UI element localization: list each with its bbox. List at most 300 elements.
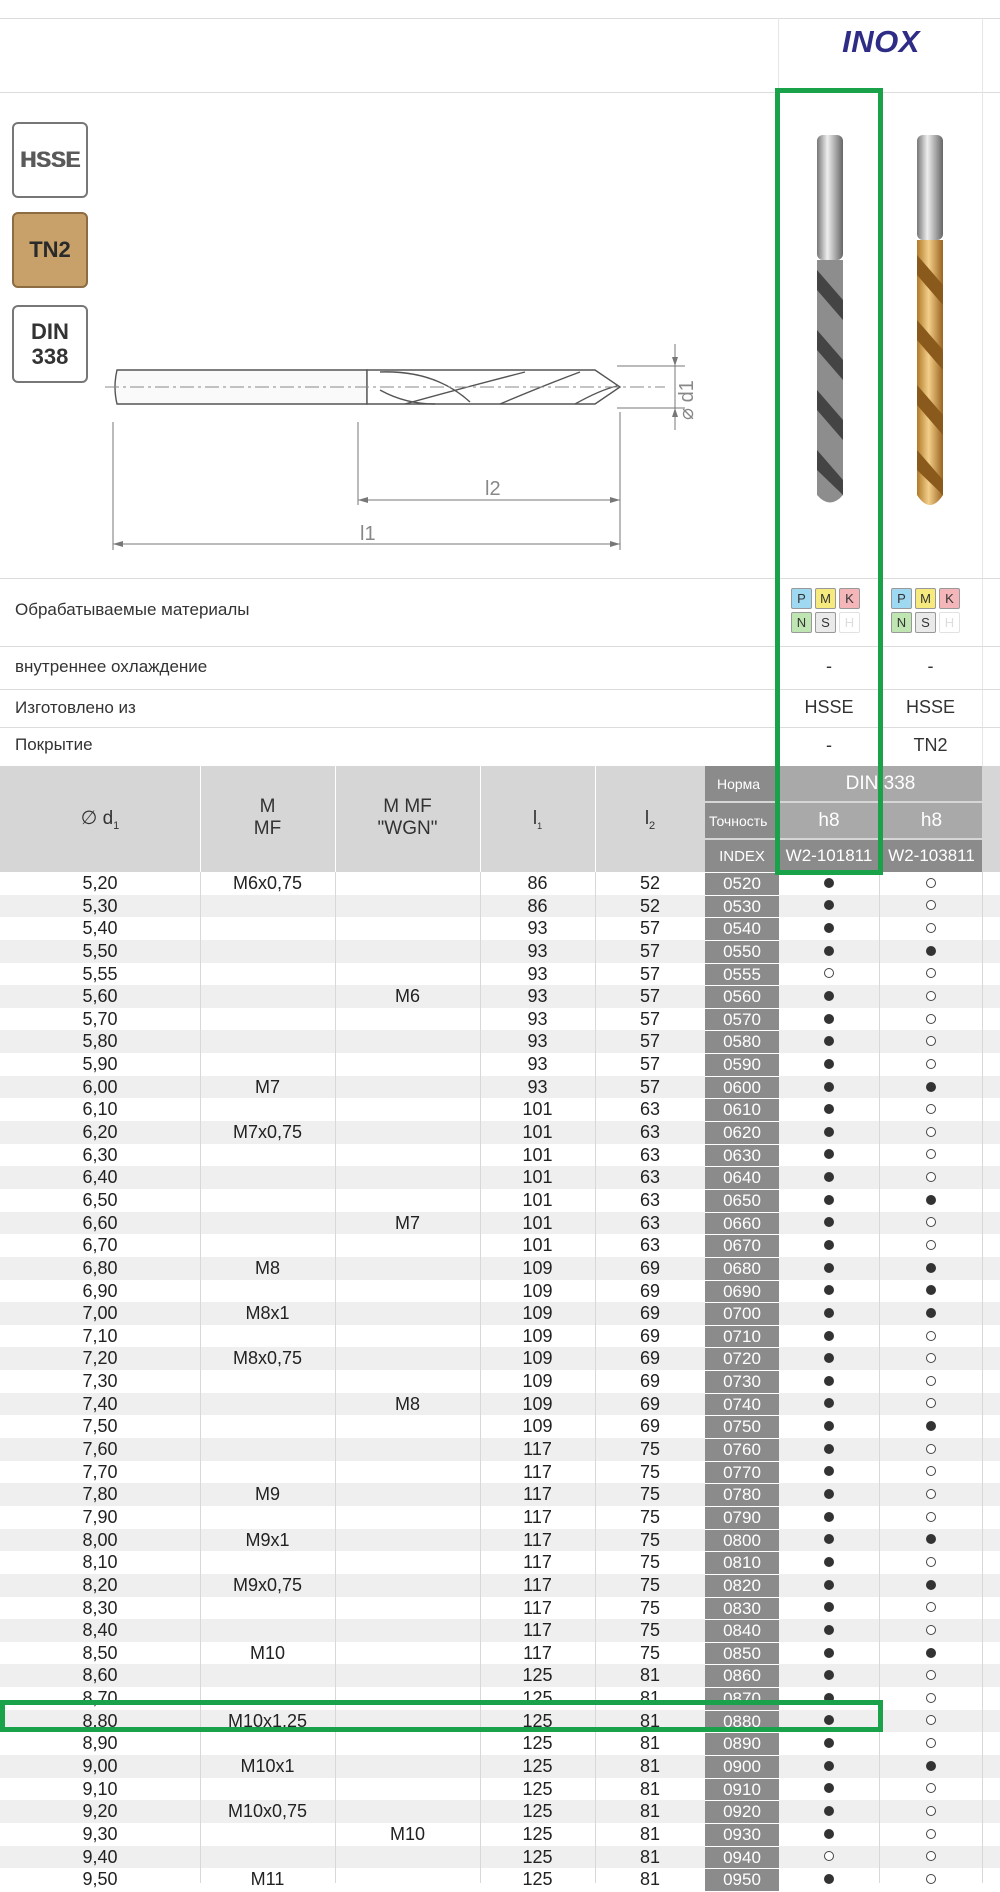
- table-row: [0, 1687, 1000, 1710]
- l2-cell: 57: [639, 1054, 661, 1075]
- diameter-cell: 7,70: [82, 1461, 118, 1482]
- on-order-circle-icon: [926, 923, 936, 933]
- thread-m-cell: [200, 1234, 335, 1257]
- index-cell: 0530: [705, 895, 779, 918]
- table-row: [0, 917, 1000, 940]
- in-stock-dot-icon: [824, 1829, 834, 1839]
- drill-drawing: [105, 330, 705, 560]
- precision-b: h8: [881, 803, 982, 838]
- availability-b: [879, 1619, 982, 1642]
- in-stock-dot-icon: [824, 1512, 834, 1522]
- l1-cell: 125: [522, 1688, 553, 1709]
- in-stock-dot-icon: [824, 1534, 834, 1544]
- index-cell: 0930: [705, 1823, 779, 1846]
- in-stock-dot-icon: [824, 1149, 834, 1159]
- table-row: [0, 1438, 1000, 1461]
- availability-a: [779, 1325, 879, 1348]
- diameter-cell: 5,70: [82, 1008, 118, 1029]
- thread-m-cell: M10x1: [240, 1755, 295, 1776]
- l1-cell: 125: [522, 1846, 553, 1867]
- row-divider: [0, 727, 1000, 728]
- table-row: [0, 1121, 1000, 1144]
- on-order-circle-icon: [926, 1376, 936, 1386]
- norm-value: DIN 338: [779, 766, 982, 801]
- table-row: [0, 872, 1000, 895]
- coating-value-a: -: [826, 735, 832, 755]
- index-cell: 0850: [705, 1642, 779, 1665]
- table-row: [0, 1030, 1000, 1053]
- l2-cell: 81: [639, 1665, 661, 1686]
- on-order-circle-icon: [926, 1738, 936, 1748]
- thread-m-cell: M9x0,75: [232, 1574, 303, 1595]
- diameter-cell: 5,50: [82, 940, 118, 961]
- in-stock-dot-icon: [824, 1059, 834, 1069]
- thread-wgn-cell: [335, 1664, 480, 1687]
- availability-b: [879, 1868, 982, 1891]
- in-stock-dot-icon: [824, 900, 834, 910]
- availability-b: [879, 1212, 982, 1235]
- availability-b: [879, 1189, 982, 1212]
- thread-m-cell: [200, 1393, 335, 1416]
- index-cell: 0620: [705, 1121, 779, 1144]
- availability-a: [779, 1461, 879, 1484]
- in-stock-dot-icon: [926, 946, 936, 956]
- diameter-cell: 7,30: [82, 1371, 118, 1392]
- availability-a: [779, 1687, 879, 1710]
- l1-cell: 117: [523, 1439, 552, 1460]
- table-row: [0, 1189, 1000, 1212]
- in-stock-dot-icon: [824, 1693, 834, 1703]
- l1-cell: 125: [522, 1823, 553, 1844]
- l2-cell: 81: [639, 1688, 661, 1709]
- thread-m-cell: [200, 917, 335, 940]
- material-k: K: [839, 588, 860, 609]
- index-cell: 0940: [705, 1846, 779, 1869]
- availability-b: [879, 1800, 982, 1823]
- precision-a: h8: [779, 803, 879, 838]
- material-h: H: [939, 612, 960, 633]
- table-row: [0, 1846, 1000, 1869]
- availability-b: [879, 963, 982, 986]
- l1-cell: 125: [522, 1665, 553, 1686]
- on-order-circle-icon: [926, 1602, 936, 1612]
- availability-b: [879, 1664, 982, 1687]
- thread-wgn-cell: [335, 1710, 480, 1733]
- table-row: [0, 1347, 1000, 1370]
- l1-cell: 93: [527, 1076, 548, 1097]
- index-cell: 0880: [705, 1710, 779, 1733]
- l2-cell: 69: [639, 1280, 661, 1301]
- availability-a: [779, 1098, 879, 1121]
- table-row: [0, 963, 1000, 986]
- index-cell: 0640: [705, 1166, 779, 1189]
- diameter-cell: 8,10: [82, 1552, 118, 1573]
- thread-m-cell: [200, 985, 335, 1008]
- table-row: [0, 1144, 1000, 1167]
- on-order-circle-icon: [926, 1444, 936, 1454]
- thread-wgn-cell: [335, 1302, 480, 1325]
- availability-b: [879, 1642, 982, 1665]
- l1-cell: 117: [523, 1529, 552, 1550]
- table-row: [0, 1551, 1000, 1574]
- table-row: [0, 940, 1000, 963]
- l1-cell: 101: [522, 1189, 553, 1210]
- l2-label: l2: [485, 478, 501, 500]
- in-stock-dot-icon: [824, 1263, 834, 1273]
- l2-cell: 63: [639, 1099, 661, 1120]
- thread-wgn-cell: [335, 1347, 480, 1370]
- thread-m-cell: [200, 1030, 335, 1053]
- l1-cell: 93: [527, 986, 548, 1007]
- l2-cell: 57: [639, 1076, 661, 1097]
- thread-wgn-cell: [335, 1121, 480, 1144]
- l2-cell: 81: [639, 1823, 661, 1844]
- diameter-cell: 6,10: [82, 1099, 118, 1120]
- availability-a: [779, 1030, 879, 1053]
- in-stock-dot-icon: [926, 1263, 936, 1273]
- l1-cell: 125: [522, 1733, 553, 1754]
- on-order-circle-icon: [926, 1353, 936, 1363]
- availability-a: [779, 1393, 879, 1416]
- l2-cell: 69: [639, 1325, 661, 1346]
- diameter-cell: 8,20: [82, 1574, 118, 1595]
- on-order-circle-icon: [926, 968, 936, 978]
- norm-label: Норма: [705, 766, 779, 801]
- index-cell: 0710: [705, 1325, 779, 1348]
- l1-cell: 117: [523, 1597, 552, 1618]
- thread-m-cell: [200, 1778, 335, 1801]
- availability-a: [779, 1166, 879, 1189]
- in-stock-dot-icon: [824, 1783, 834, 1793]
- table-row: [0, 1778, 1000, 1801]
- l2-cell: 63: [639, 1189, 661, 1210]
- table-body: [0, 872, 1000, 1891]
- table-row: [0, 1302, 1000, 1325]
- in-stock-dot-icon: [824, 1172, 834, 1182]
- l2-cell: 81: [639, 1710, 661, 1731]
- l2-cell: 57: [639, 986, 661, 1007]
- index-cell: 0800: [705, 1529, 779, 1552]
- header-l2: $l_2$: [644, 808, 656, 832]
- index-label: INDEX: [705, 840, 779, 872]
- on-order-circle-icon: [926, 1693, 936, 1703]
- row-divider: [0, 646, 1000, 647]
- on-order-circle-icon: [926, 1059, 936, 1069]
- thread-wgn-cell: [335, 1008, 480, 1031]
- diameter-cell: 7,80: [82, 1484, 118, 1505]
- availability-a: [779, 1302, 879, 1325]
- availability-b: [879, 985, 982, 1008]
- l1-cell: 101: [522, 1099, 553, 1120]
- index-cell: 0790: [705, 1506, 779, 1529]
- table-row: [0, 1166, 1000, 1189]
- index-cell: 0590: [705, 1053, 779, 1076]
- index-cell: 0920: [705, 1800, 779, 1823]
- availability-a: [779, 1415, 879, 1438]
- table-row: [0, 1212, 1000, 1235]
- diameter-cell: 8,50: [82, 1642, 118, 1663]
- diameter-cell: 9,00: [82, 1755, 118, 1776]
- availability-a: [779, 1144, 879, 1167]
- thread-m-cell: [200, 1438, 335, 1461]
- diameter-cell: 5,60: [82, 986, 118, 1007]
- thread-wgn-cell: [335, 940, 480, 963]
- thread-m-cell: [200, 1166, 335, 1189]
- header-m: M MF: [253, 796, 282, 839]
- in-stock-dot-icon: [926, 1308, 936, 1318]
- in-stock-dot-icon: [824, 1602, 834, 1612]
- l1-cell: 93: [527, 1008, 548, 1029]
- thread-m-cell: [200, 1846, 335, 1869]
- index-cell: 0555: [705, 963, 779, 986]
- availability-b: [879, 895, 982, 918]
- in-stock-dot-icon: [926, 1580, 936, 1590]
- table-row: [0, 1800, 1000, 1823]
- availability-b: [879, 1551, 982, 1574]
- top-divider: [0, 18, 1000, 19]
- l2-cell: 81: [639, 1846, 661, 1867]
- material-m: M: [915, 588, 936, 609]
- availability-a: [779, 1370, 879, 1393]
- l1-cell: 86: [527, 895, 548, 916]
- l2-cell: 75: [639, 1461, 661, 1482]
- l2-cell: 57: [639, 918, 661, 939]
- diameter-cell: 6,20: [82, 1122, 118, 1143]
- l2-cell: 57: [639, 1031, 661, 1052]
- table-row: [0, 1053, 1000, 1076]
- thread-wgn-cell: [335, 1732, 480, 1755]
- thread-wgn-cell: [335, 1778, 480, 1801]
- diameter-cell: 8,60: [82, 1665, 118, 1686]
- thread-m-cell: [200, 1280, 335, 1303]
- diameter-cell: 8,90: [82, 1733, 118, 1754]
- material-grid-b: [891, 588, 960, 633]
- thread-m-cell: M9: [254, 1484, 280, 1505]
- on-order-circle-icon: [824, 968, 834, 978]
- thread-m-cell: [200, 1370, 335, 1393]
- table-row: [0, 1257, 1000, 1280]
- availability-b: [879, 1030, 982, 1053]
- availability-b: [879, 1846, 982, 1869]
- l1-cell: 109: [522, 1348, 553, 1369]
- table-row: [0, 1370, 1000, 1393]
- in-stock-dot-icon: [824, 1036, 834, 1046]
- thread-m-cell: [200, 1551, 335, 1574]
- availability-a: [779, 985, 879, 1008]
- l1-cell: 125: [522, 1801, 553, 1822]
- availability-b: [879, 1574, 982, 1597]
- in-stock-dot-icon: [824, 1761, 834, 1771]
- thread-m-cell: [200, 940, 335, 963]
- diameter-cell: 6,60: [82, 1212, 118, 1233]
- thread-m-cell: [200, 1189, 335, 1212]
- diameter-cell: 5,20: [82, 873, 118, 893]
- coating-label: Покрытие: [15, 735, 93, 754]
- availability-b: [879, 1687, 982, 1710]
- cooling-value-b: -: [927, 656, 934, 676]
- availability-a: [779, 1076, 879, 1099]
- on-order-circle-icon: [926, 1715, 936, 1725]
- on-order-circle-icon: [926, 1036, 936, 1046]
- thread-wgn-cell: [335, 1438, 480, 1461]
- index-cell: 0580: [705, 1030, 779, 1053]
- thread-m-cell: [200, 1212, 335, 1235]
- l2-cell: 69: [639, 1348, 661, 1369]
- thread-m-cell: M10x0,75: [227, 1801, 308, 1822]
- drill-image-tn2: [900, 130, 960, 520]
- index-cell: 0770: [705, 1461, 779, 1484]
- availability-b: [879, 1144, 982, 1167]
- table-row: [0, 1393, 1000, 1416]
- table-row: [0, 1868, 1000, 1891]
- on-order-circle-icon: [926, 1851, 936, 1861]
- material-s: S: [815, 612, 836, 633]
- availability-a: [779, 1529, 879, 1552]
- l1-cell: 109: [522, 1303, 553, 1324]
- column-divider: [982, 18, 983, 766]
- availability-a: [779, 963, 879, 986]
- index-cell: 0900: [705, 1755, 779, 1778]
- index-cell: 0890: [705, 1732, 779, 1755]
- table-row: [0, 1098, 1000, 1121]
- availability-b: [879, 917, 982, 940]
- in-stock-dot-icon: [824, 1398, 834, 1408]
- in-stock-dot-icon: [824, 1670, 834, 1680]
- l2-cell: 75: [639, 1552, 661, 1573]
- index-cell: 0910: [705, 1778, 779, 1801]
- l1-cell: 109: [522, 1325, 553, 1346]
- availability-a: [779, 917, 879, 940]
- in-stock-dot-icon: [824, 1715, 834, 1725]
- index-cell: 0950: [705, 1868, 779, 1891]
- table-row: [0, 1008, 1000, 1031]
- l1-cell: 109: [522, 1257, 553, 1278]
- availability-b: [879, 1325, 982, 1348]
- index-cell: 0610: [705, 1098, 779, 1121]
- index-cell: 0730: [705, 1370, 779, 1393]
- thread-wgn-cell: [335, 963, 480, 986]
- availability-a: [779, 1846, 879, 1869]
- in-stock-dot-icon: [926, 1421, 936, 1431]
- table-row: [0, 1461, 1000, 1484]
- thread-wgn-cell: [335, 1030, 480, 1053]
- availability-a: [779, 895, 879, 918]
- l1-label: l1: [360, 523, 376, 545]
- availability-b: [879, 1415, 982, 1438]
- index-a: W2-101811: [779, 840, 879, 872]
- thread-m-cell: M8: [254, 1257, 280, 1278]
- thread-m-cell: [200, 1461, 335, 1484]
- in-stock-dot-icon: [824, 1308, 834, 1318]
- l1-cell: 117: [523, 1461, 552, 1482]
- diameter-cell: 8,40: [82, 1620, 118, 1641]
- index-cell: 0760: [705, 1438, 779, 1461]
- material-p: P: [891, 588, 912, 609]
- thread-m-cell: [200, 1664, 335, 1687]
- diameter-cell: 5,40: [82, 918, 118, 939]
- thread-wgn-cell: [335, 1461, 480, 1484]
- in-stock-dot-icon: [824, 1014, 834, 1024]
- table-row: [0, 1325, 1000, 1348]
- table-row: [0, 1234, 1000, 1257]
- on-order-circle-icon: [926, 1172, 936, 1182]
- d1-label: ⌀ d1: [676, 380, 698, 420]
- thread-wgn-cell: [335, 1506, 480, 1529]
- in-stock-dot-icon: [824, 991, 834, 1001]
- in-stock-dot-icon: [824, 1082, 834, 1092]
- thread-m-cell: [200, 1597, 335, 1620]
- coating-badge: TN2: [12, 212, 88, 288]
- in-stock-dot-icon: [824, 1557, 834, 1567]
- thread-wgn-cell: M7: [394, 1212, 420, 1233]
- on-order-circle-icon: [926, 991, 936, 1001]
- availability-a: [779, 1619, 879, 1642]
- table-row: [0, 1642, 1000, 1665]
- thread-m-cell: [200, 1053, 335, 1076]
- table-row: [0, 1664, 1000, 1687]
- on-order-circle-icon: [926, 1489, 936, 1499]
- l1-cell: 101: [522, 1212, 553, 1233]
- index-cell: 0600: [705, 1076, 779, 1099]
- diameter-cell: 6,40: [82, 1167, 118, 1188]
- thread-wgn-cell: [335, 1166, 480, 1189]
- diameter-cell: 5,90: [82, 1054, 118, 1075]
- material-n: N: [891, 612, 912, 633]
- index-cell: 0780: [705, 1483, 779, 1506]
- l1-cell: 101: [522, 1122, 553, 1143]
- table-row: [0, 1506, 1000, 1529]
- material-k: K: [939, 588, 960, 609]
- thread-wgn-cell: [335, 1529, 480, 1552]
- diameter-cell: 9,50: [82, 1869, 118, 1890]
- l2-cell: 57: [639, 1008, 661, 1029]
- diameter-cell: 6,50: [82, 1189, 118, 1210]
- standard-line2: 338: [31, 344, 69, 369]
- availability-b: [879, 1008, 982, 1031]
- thread-wgn-cell: [335, 1415, 480, 1438]
- table-row: [0, 1529, 1000, 1552]
- availability-b: [879, 1597, 982, 1620]
- availability-b: [879, 1280, 982, 1303]
- on-order-circle-icon: [926, 1783, 936, 1793]
- availability-a: [779, 1189, 879, 1212]
- in-stock-dot-icon: [824, 1195, 834, 1205]
- availability-b: [879, 1234, 982, 1257]
- availability-a: [779, 1234, 879, 1257]
- index-cell: 0690: [705, 1280, 779, 1303]
- standard-line1: DIN: [31, 318, 69, 344]
- row-divider: [0, 689, 1000, 690]
- thread-m-cell: M8x0,75: [232, 1348, 303, 1369]
- l2-cell: 75: [639, 1620, 661, 1641]
- in-stock-dot-icon: [824, 946, 834, 956]
- standard-badge: [12, 305, 88, 383]
- l1-cell: 117: [523, 1642, 552, 1663]
- index-cell: 0680: [705, 1257, 779, 1280]
- thread-m-cell: [200, 1506, 335, 1529]
- index-cell: 0700: [705, 1302, 779, 1325]
- index-cell: 0570: [705, 1008, 779, 1031]
- made-of-label: Изготовлено из: [15, 698, 136, 717]
- in-stock-dot-icon: [824, 1104, 834, 1114]
- thread-m-cell: [200, 1687, 335, 1710]
- l2-cell: 52: [639, 895, 661, 916]
- on-order-circle-icon: [926, 1557, 936, 1567]
- l2-cell: 63: [639, 1235, 661, 1256]
- index-cell: 0670: [705, 1234, 779, 1257]
- thread-wgn-cell: [335, 1189, 480, 1212]
- header-wgn: M MF "WGN": [377, 796, 438, 839]
